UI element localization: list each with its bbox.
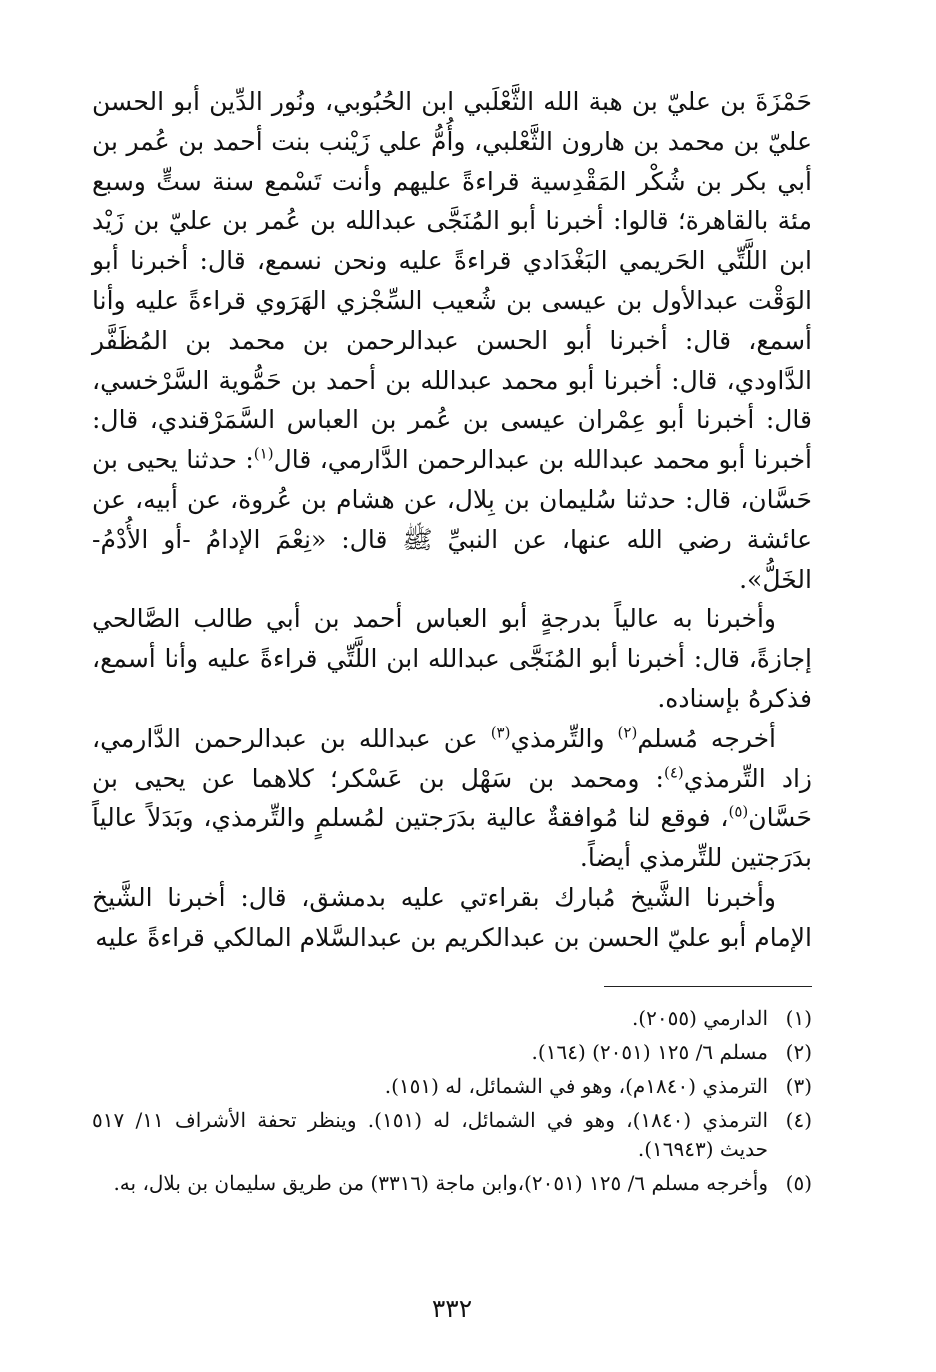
footnote-marker-2: (٢) [617, 723, 638, 742]
footnote-marker-4: (٤) [663, 763, 684, 782]
footnote-marker-5: (٥) [728, 803, 749, 822]
paragraph-3-part-d: : ومحمد بن سَهْل بن عَسْكر؛ كلاهما عن يحيى بن حَسَّان [92, 763, 812, 833]
footnote-text: وأخرجه مسلم ٦/ ١٢٥ (٢٠٥١)،وابن ماجة (٣٣١٦) من طريق سليمان بن بلال، به. [113, 1171, 768, 1195]
main-text [92, 82, 812, 958]
footnote-number: (٣) [785, 1074, 812, 1098]
footnote-text: الدارمي (٢٠٥٥). [631, 1006, 768, 1030]
footnote-text: الترمذي (١٨٤٠م)، وهو في الشمائل، له (١٥١). [384, 1074, 768, 1098]
footnote-number: (١) [785, 1006, 812, 1030]
paragraph-1-tail: : حدثنا يحيى بن حَسَّان، قال: حدثنا سُليمان بن بِلال، عن هشام بن عُروة، عن أبيه، عن عائشة رضي الله عنها، عن النبيِّ ﷺ قال: «نِعْمَ الإدامُ -أو الأُدْمُ- الخَلُّ». [92, 445, 812, 594]
paragraph-3-part-b: والتِّرمذي [510, 723, 618, 753]
paragraph-1-text: حَمْزَةَ بن عليّ بن هبة الله الثَّعْلَبي ابن الحُبُوبي، ونُور الدِّين أبو الحسن عليّ بن محمد بن هارون الثَّعْلبي، وأُمُّ علي زَيْنب بنت أحمد بن عُمر بن أبي بكر بن شُكْر المَقْدِسية قراءةً عليهم وأنت تَسْمع سنة ستٍّ وسبع مئة بالقاهرة؛ قالوا: أخبرنا أبو المُنَجَّى عبدالله بن عُمر بن عليّ بن زَيْد ابن اللَّتِّي الحَريمي البَغْدَادي قراءةً عليه ونحن نسمع، قال: أخبرنا أبو الوَقْت عبدالأول بن عيسى بن شُعيب السِّجْزي الهَرَوي قراءةً عليه وأنا أسمع، قال: أخبرنا أبو الحسن عبدالرحمن بن محمد بن المُظَفَّر الدَّاودي، قال: أخبرنا أبو محمد عبدالله بن أحمد بن حَمُّوية السَّرْخسي، قال: أخبرنا أبو عِمْران عيسى بن عُمر بن العباس السَّمَرْقندي، قال: أخبرنا أبو محمد عبدالله بن عبدالرحمن الدَّارمي، قال [92, 87, 812, 475]
footnote-marker-3: (٣) [490, 723, 511, 742]
book-page [92, 82, 812, 1352]
footnote-text: الترمذي (١٨٤٠)، وهو في الشمائل، له (١٥١). وينظر تحفة الأشراف ١١/ ٥١٧ حديث (١٦٩٤٣). [92, 1108, 769, 1161]
footnote-number: (٢) [785, 1040, 812, 1064]
footnote-5 [92, 1169, 812, 1198]
footnote-text: مسلم ٦/ ١٢٥ (٢٠٥١) (١٦٤). [531, 1040, 768, 1064]
paragraph-4: وأخبرنا الشَّيخ مُبارك بقراءتي عليه بدمشق، قال: أخبرنا الشَّيخ الإمام أبو عليّ الحسن بن عبدالكريم بن عبدالسَّلام المالكي قراءةً عليه [92, 882, 812, 952]
footnote-marker-1: (١) [253, 444, 274, 463]
footnote-3 [92, 1072, 812, 1101]
paragraph-3-part-a: أخرجه مُسلم [637, 723, 776, 753]
page-number: ٣٣٢ [431, 1294, 473, 1323]
paragraph-3 [92, 719, 812, 878]
paragraph-1 [92, 82, 812, 599]
footnote-2 [92, 1038, 812, 1067]
paragraph-2: وأخبرنا به عالياً بدرجةٍ أبو العباس أحمد بن أبي طالب الصَّالحي إجازةً، قال: أخبرنا أبو المُنَجَّى عبدالله ابن اللَّتِّي قراءةً عليه وأنا أسمع، فذكرهُ بإسناده. [92, 604, 812, 713]
footnote-4 [92, 1106, 812, 1164]
footnotes [92, 1004, 812, 1203]
paragraph-3-part-c: عن عبدالله بن عبدالرحمن الدَّارمي، زاد التِّرمذي [92, 723, 812, 793]
footnote-1 [92, 1004, 812, 1033]
footnote-number: (٥) [785, 1171, 812, 1195]
paragraph-3-part-e: ، فوقع لنا مُوافقةٌ عالية بدَرَجتين لمُسلمٍ والتِّرمذي، وبَدَلاً عالياً بدَرَجتين للتِّرمذي أيضاً. [92, 803, 812, 873]
footnote-separator [604, 986, 812, 987]
footnote-number: (٤) [785, 1108, 812, 1132]
